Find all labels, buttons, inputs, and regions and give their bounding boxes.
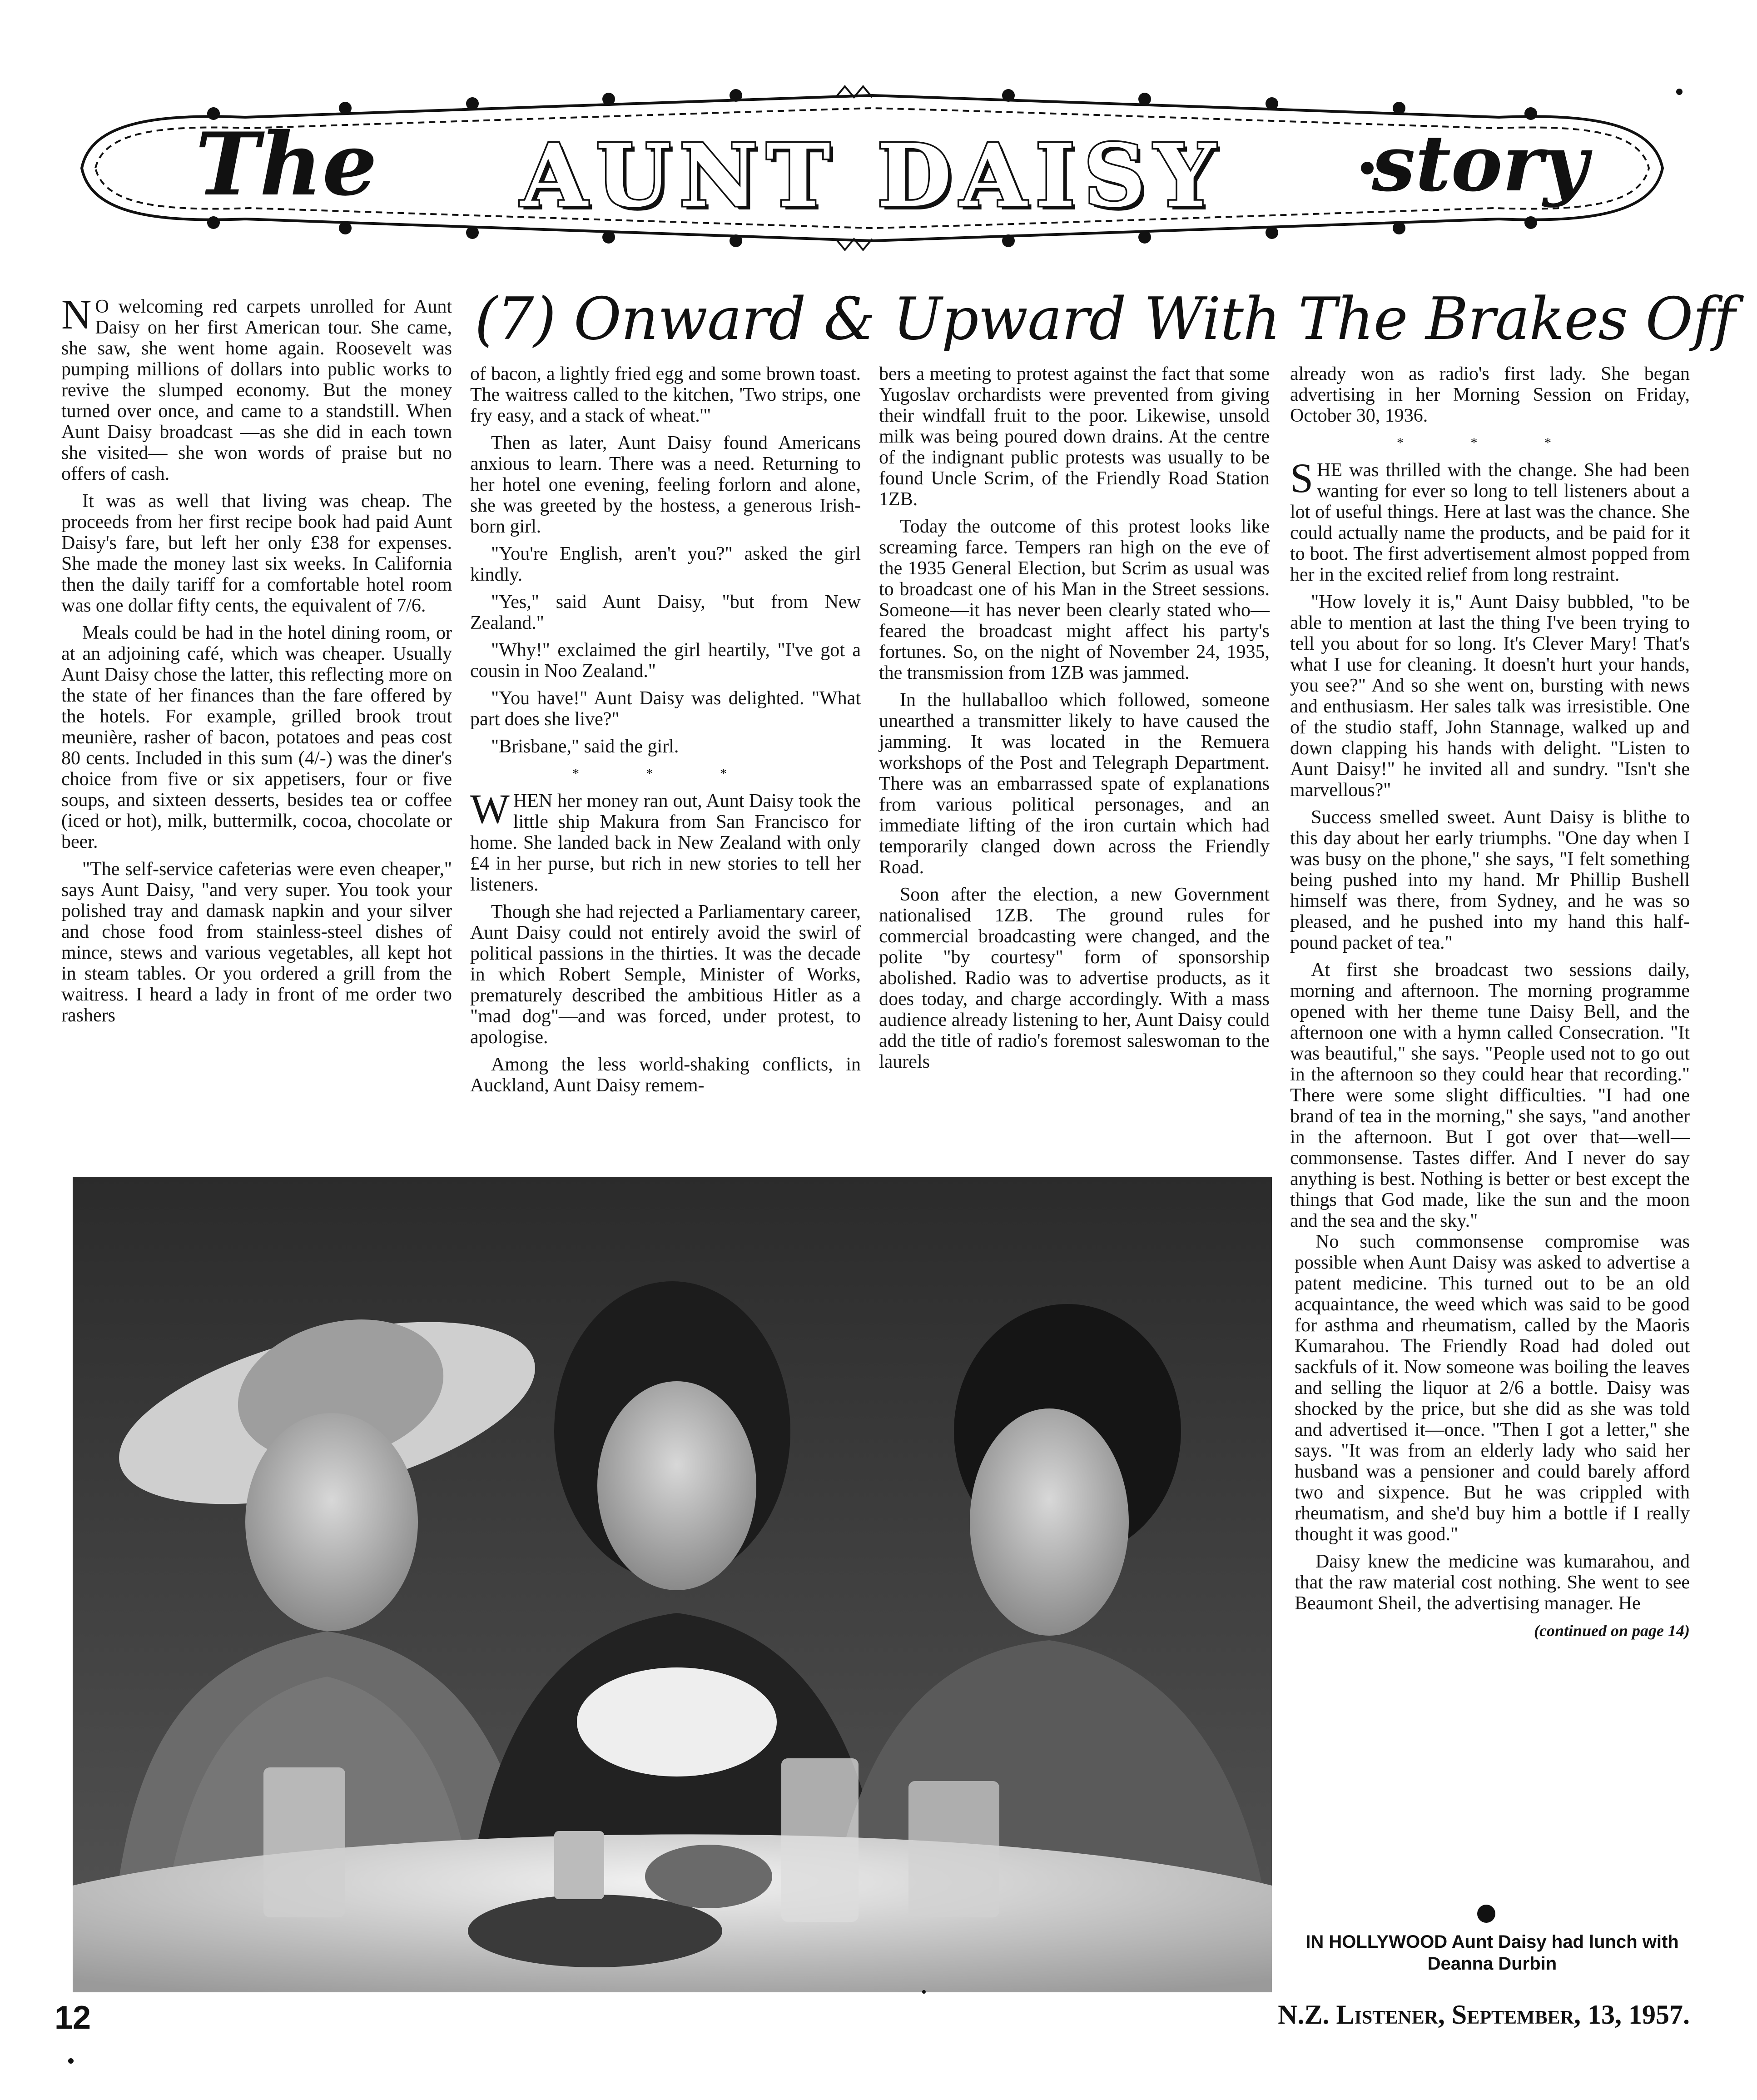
paragraph: "You're English, aren't you?" asked the girl kindly.	[470, 543, 861, 585]
photo-aunt-daisy-lunch	[73, 1177, 1272, 1992]
section-break-stars: * * *	[1397, 435, 1583, 450]
paragraph: Success smelled sweet. Aunt Daisy is blithe to this day about her early triumphs. "One day when I was busy on the phone," she says, "I felt something being pushed into my hand. Mr Phillip Bushell himself was there, from Sydney, and he was so pleased, and he pushed into my hand this half-pound packet of tea."	[1290, 807, 1690, 953]
paragraph: Today the outcome of this protest looks like screaming farce. Tempers ran high on the eve of the 1935 General Election, but Scrim as usual was to broadcast one of his Man in the Street sessions. Someone—it has never been clearly stated who—feared the broadcast might affect his party's fortunes. So, on the night of November 24, 1935, the transmission from 1ZB was jammed.	[879, 516, 1270, 683]
paragraph: "Why!" exclaimed the girl heartily, "I've got a cousin in Noo Zealand."	[470, 640, 861, 682]
section-break-stars: * * *	[572, 766, 759, 781]
paragraph: Then as later, Aunt Daisy found Americans anxious to learn. There was a need. Returning to her hotel one evening, feeling forlorn and alone, she was greeted by the hostess, a generous Irish-born girl.	[470, 433, 861, 537]
article-column-3	[879, 363, 1270, 1079]
paragraph: At first she broadcast two sessions daily, morning and afternoon. The morning programme opened with her theme tune Daisy Bell, and the afternoon one with a hymn called Consecration. "It was beautiful," she says. "People used not to go out in the afternoon so they could hear that recording." There were some slight difficulties. "I had one brand of tea in the morning," she says, "and another in the afternoon. But I got over that—well—commonsense. Tastes differ. And I never do say anything is best. Nothing is better or best except the things that God made, like the sun and the moon and the sea and the sky."	[1290, 960, 1690, 1231]
banner-story-script: story	[1372, 118, 1588, 209]
paragraph: Daisy knew the medicine was kumarahou, and that the raw material cost nothing. She went to see Beaumont Sheil, the advertising manager. He	[1295, 1551, 1690, 1614]
paragraph: Though she had rejected a Parliamentary career, Aunt Daisy could not entirely avoid the swirl of political passions in the thirties. It was the decade in which Robert Semple, Minister of Works, prematurely described the ambitious Hitler as a "mad dog"—and was forced, under protest, to apologise.	[470, 901, 861, 1048]
paragraph: NO welcoming red carpets unrolled for Aunt Daisy on her first American tour. She came, she saw, she went home again. Roosevelt was pumping millions of dollars into public works to revive the slumped economy. But the money turned over once, and came to a standstill. When Aunt Daisy broadcast —as she did in each town she visited— she won words of praise but no offers of cash.	[61, 291, 452, 484]
page-number: 12	[55, 2000, 91, 2036]
article-column-4-continued	[1295, 1231, 1690, 1647]
paragraph: of bacon, a lightly fried egg and some brown toast. The waitress called to the kitchen, 'Two strips, one fry easy, and a stack of wheat.'"	[470, 363, 861, 426]
paragraph: SHE was thrilled with the change. She had been wanting for ever so long to tell listeners about a lot of useful things. Here at last was the chance. She could actually name the products, and be paid for it to boot. The first advertisement almost popped from her in the excited relief from long restraint.	[1290, 455, 1690, 585]
photo-illustration	[73, 1177, 1272, 1992]
paragraph: WHEN her money ran out, Aunt Daisy took the little ship Makura from San Francisco for home. She landed back in New Zealand with only £4 in her purse, but rich in new stories to tell her listeners.	[470, 786, 861, 895]
publication-footer: N.Z. Listener, September, 13, 1957.	[1278, 2000, 1690, 2030]
photo-caption: IN HOLLYWOOD Aunt Daisy had lunch with Deanna Durbin	[1305, 1932, 1679, 1974]
paragraph: "Brisbane," said the girl.	[491, 736, 679, 757]
banner-the-script: The	[195, 114, 377, 215]
article-column-2	[470, 363, 861, 1102]
paragraph: No such commonsense compromise was possible when Aunt Daisy was asked to advertise a patent medicine. This turned out to be an old acquaintance, the weed which was said to be good for asthma and rheumatism, called by the Maoris Kumarahou. The Friendly Road had doled out sackfuls of it. Now someone was boiling the leaves and selling the liquor at 2/6 a bottle. Daisy was shocked by the price, but she did as she was told and advertised it—once. "Then I got a letter," she says. "It was from an elderly lady who said her husband was a pensioner and could barely afford two and sixpence. But he was crippled with rheumatism, and she'd buy him a bottle if I really thought it was good."	[1295, 1231, 1690, 1545]
title-banner	[64, 82, 1681, 254]
article-column-4	[1290, 363, 1690, 1238]
paragraph: "The self-service cafeterias were even cheaper," says Aunt Daisy, "and very super. You took your polished tray and damask napkin and your silver and chose food from stainless-steel dishes of mince, stews and various vegetables, all kept hot in steam tables. Or you ordered a grill from the waitress. I heard a lady in front of me order two rashers	[61, 859, 452, 1026]
paragraph: "You have!" Aunt Daisy was delighted. "What part does she live?"	[470, 688, 861, 730]
paragraph: Meals could be had in the hotel dining room, or at an adjoining café, which was cheaper. Usually Aunt Daisy chose the latter, this reflecting more on the state of her finances than the fare offered by the hotels. For example, grilled brook trout meunière, rasher of bacon, potatoes and peas cost 80 cents. Included in this sum (4/-) was the diner's choice from five or six appetisers, four or five soups, and sixteen desserts, besides tea or coffee (iced or hot), milk, buttermilk, cocoa, chocolate or beer.	[61, 622, 452, 852]
print-speck	[1676, 89, 1683, 95]
paragraph: "How lovely it is," Aunt Daisy bubbled, "to be able to mention at last the thing I've been trying to tell you about for so long. It's Clever Mary! That's what I use for cleaning. It doesn't hurt your hands, you see?" And so she went on, bursting with news and enthusiasm. Her sales talk was irresistible. One of the studio staff, John Stannage, walked up and down clapping his hands with delight. "Listen to Aunt Daisy!" he invited all and sundry. "Isn't she marvellous?"	[1290, 592, 1690, 801]
paragraph: It was as well that living was cheap. The proceeds from her first recipe book had paid Aunt Daisy's fare, but left her only £38 for expenses. She made the money last six weeks. In California then the daily tariff for a comfortable hotel room was one dollar fifty cents, the equivalent of 7/6.	[61, 491, 452, 616]
paragraph: "Yes," said Aunt Daisy, "but from New Zealand."	[470, 592, 861, 633]
print-speck	[922, 1990, 926, 1994]
caption-bullet	[1477, 1905, 1495, 1923]
paragraph: Soon after the election, a new Government nationalised 1ZB. The ground rules for commercial broadcasting were changed, and the polite "by courtesy" form of sponsorship abolished. Radio was to advertise products, as it does today, and charge accordingly. With a mass audience already listening to her, Aunt Daisy could add the title of radio's foremost saleswoman to the laurels	[879, 884, 1270, 1072]
banner-aunt-daisy-title: AUNT DAISY	[520, 125, 1224, 226]
article-headline: (7) Onward & Upward With The Brakes Off	[475, 285, 1735, 353]
paragraph: In the hullaballoo which followed, someone unearthed a transmitter likely to have caused the jamming. It was located in the Remuera workshops of the Post and Telegraph Department. There was an embarrassed spate of explanations from various political personages, and an immediate lifting of the iron curtain which had temporarily clanged down across the Friendly Road.	[879, 690, 1270, 878]
continued-note: (continued on page 14)	[1534, 1622, 1690, 1640]
paragraph: bers a meeting to protest against the fact that some Yugoslav orchardists were prevented from giving their windfall fruit to the poor. Likewise, unsold milk was being poured down drains. At the centre of the indignant public protests was usually to be found Uncle Scrim, of the Friendly Road Station 1ZB.	[879, 363, 1270, 510]
article-column-1	[61, 291, 452, 1032]
paragraph: Among the less world-shaking conflicts, in Auckland, Aunt Daisy remem-	[470, 1054, 861, 1096]
paragraph: already won as radio's first lady. She began advertising in her Morning Session on Friday, October 30, 1936.	[1290, 363, 1690, 426]
print-speck	[68, 2058, 74, 2064]
